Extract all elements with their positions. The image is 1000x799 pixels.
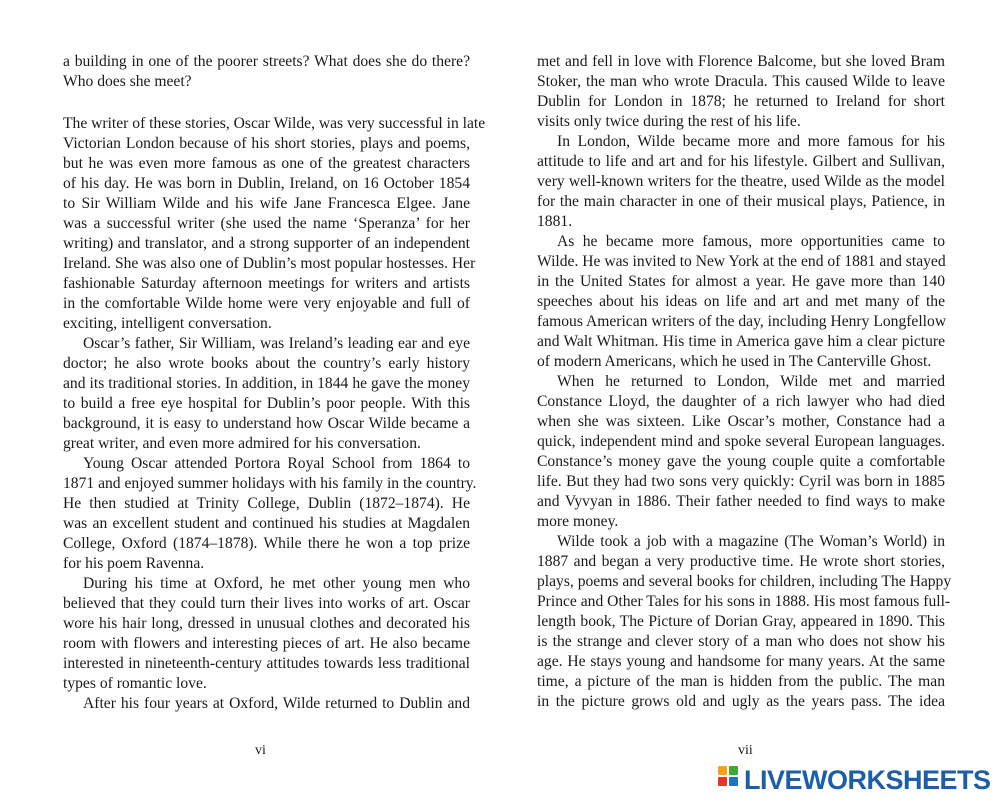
watermark-text: LIVEWORKSHEETS [744, 765, 991, 795]
page-number-right: vii [738, 743, 753, 758]
text-line: As he became more famous, more opportunities came to [557, 233, 945, 250]
text-line: writing) and translator, and a strong supporter of an independent [63, 235, 470, 252]
text-line: believed that they could turn their lives into works of art. Oscar [63, 595, 470, 612]
text-line: He then studied at Trinity College, Dublin (1872–1874). He [63, 495, 470, 512]
text-line: and Vyvyan in 1886. Their father needed to find ways to make [537, 493, 945, 510]
text-line: wore his hair long, dressed in unusual clothes and decorated his [63, 615, 470, 632]
text-line: Wilde. He was invited to New York at the end of 1881 and stayed [537, 253, 946, 270]
liveworksheets-watermark [718, 764, 991, 796]
text-line: 1887 and began a very productive time. He wrote short stories, [537, 553, 945, 570]
left-page [63, 52, 486, 714]
page-number-left: vi [255, 743, 266, 758]
text-line: in the United States for almost a year. He gave more than 140 [537, 273, 945, 290]
text-line: for his poem Ravenna. [63, 555, 205, 572]
text-line: and Walt Whitman. His time in America gave him a clear picture [537, 333, 945, 350]
text-line: College, Oxford (1874–1878). While there he won a top prize [63, 535, 470, 552]
text-line: life. But they had two sons very quickly: Cyril was born in 1885 [537, 473, 945, 490]
text-line: age. He stays young and handsome for many years. At the same [537, 653, 945, 670]
liveworksheets-logo-icon [718, 766, 742, 794]
right-page [537, 52, 952, 712]
text-line: background, it is easy to understand how Oscar Wilde became a [63, 415, 470, 432]
text-line: to build a free eye hospital for Dublin’s poor people. With this [63, 395, 470, 412]
text-line: more money. [537, 513, 619, 530]
text-line: Victorian London because of his short stories, plays and poems, [63, 135, 470, 152]
text-line: Stoker, the man who wrote Dracula. This caused Wilde to leave [537, 73, 945, 90]
text-line: but he was even more famous as one of the greatest characters [63, 155, 470, 172]
text-line: interested in nineteenth-century attitudes towards less traditional [63, 655, 470, 672]
text-line: met and fell in love with Florence Balcome, but she loved Bram [537, 53, 945, 70]
text-line: exciting, intelligent conversation. [63, 315, 272, 332]
text-line: to Sir William Wilde and his wife Jane Francesca Elgee. Jane [63, 195, 470, 212]
text-line: Constance Lloyd, the daughter of a rich lawyer who had died [537, 393, 945, 410]
text-line: After his four years at Oxford, Wilde returned to Dublin and [83, 695, 470, 712]
text-line: of modern Americans, which he used in The Canterville Ghost. [537, 353, 932, 370]
text-line: in the comfortable Wilde home were very enjoyable and full of [63, 295, 470, 312]
text-line: a building in one of the poorer streets? What does she do there? [63, 53, 470, 70]
text-line: in the picture grows old and ugly as the years pass. The idea [537, 693, 945, 710]
text-line: 1881. [537, 213, 573, 230]
text-line: In London, Wilde became more and more famous for his [557, 133, 945, 150]
text-line: Wilde took a job with a magazine (The Woman’s World) in [557, 533, 945, 550]
text-line: and its traditional stories. In addition, in 1844 he gave the money [63, 375, 470, 392]
text-line: doctor; he also wrote books about the country’s early history [63, 355, 470, 372]
text-line: Constance’s money gave the young couple quite a comfortable [537, 453, 945, 470]
text-line: for the main character in one of their musical plays, Patience, in [537, 193, 945, 210]
text-line: speeches about his ideas on life and art and met many of the [537, 293, 945, 310]
text-line: was a successful writer (she used the name ‘Speranza’ for her [63, 215, 470, 232]
paragraph-gap [63, 92, 470, 114]
text-line: when she was sixteen. Like Oscar’s mother, Constance had a [537, 413, 945, 430]
text-line: Dublin for London in 1878; he returned to Ireland for short [537, 93, 945, 110]
text-line: visits only twice during the rest of his life. [537, 113, 801, 130]
text-line: Prince and Other Tales for his sons in 1888. His most famous full- [537, 593, 951, 610]
text-line: fashionable Saturday afternoon meetings for writers and artists [63, 275, 470, 292]
text-line: time, a picture of the man is hidden from the public. The man [537, 673, 945, 690]
text-line: plays, poems and several books for children, including The Happy [537, 573, 952, 590]
text-line: famous American writers of the day, including Henry Longfellow [537, 313, 947, 330]
text-line: was an excellent student and continued his studies at Magdalen [63, 515, 470, 532]
text-line: room with flowers and interesting pieces of art. He also became [63, 635, 470, 652]
text-line: Ireland. She was also one of Dublin’s most popular hostesses. Her [63, 255, 476, 272]
text-line: quick, independent mind and spoke several European languages. [537, 433, 945, 450]
text-line: During his time at Oxford, he met other young men who [83, 575, 470, 592]
text-line: Oscar’s father, Sir William, was Ireland’s leading ear and eye [83, 335, 470, 352]
text-line: 1871 and enjoyed summer holidays with his family in the country. [63, 475, 477, 492]
text-line: The writer of these stories, Oscar Wilde, was very successful in late [63, 115, 486, 132]
text-line: length book, The Picture of Dorian Gray, appeared in 1890. This [537, 613, 945, 630]
text-line: of his day. He was born in Dublin, Ireland, on 16 October 1854 [63, 175, 470, 192]
text-line: great writer, and even more admired for his conversation. [63, 435, 421, 452]
text-line: types of romantic love. [63, 675, 207, 692]
text-line: Young Oscar attended Portora Royal School from 1864 to [83, 455, 470, 472]
text-line: is the strange and clever story of a man who does not show his [537, 633, 945, 650]
text-line: attitude to life and art and for his lifestyle. Gilbert and Sullivan, [537, 153, 945, 170]
text-line: When he returned to London, Wilde met and married [557, 373, 945, 390]
text-line: very well-known writers for the theatre, used Wilde as the model [537, 173, 945, 190]
text-line: Who does she meet? [63, 73, 192, 90]
